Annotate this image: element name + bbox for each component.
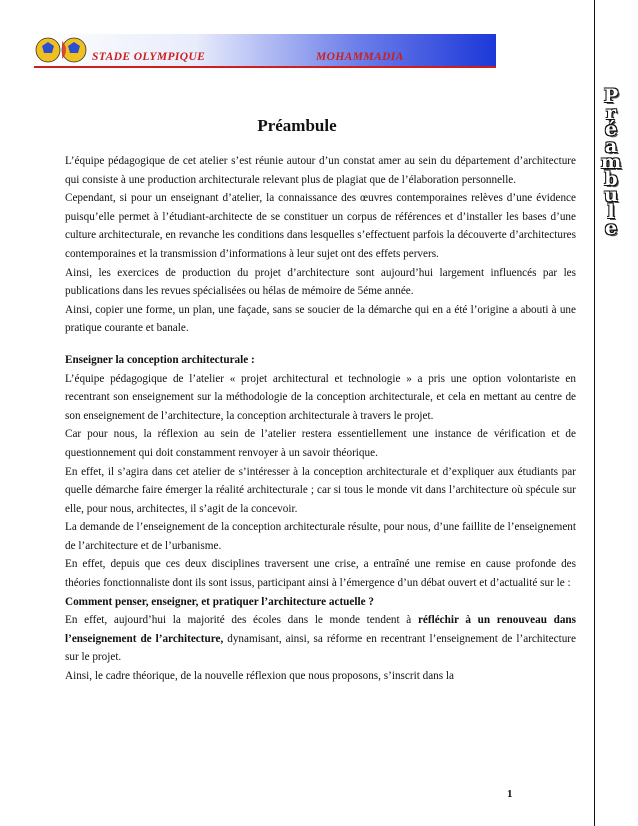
side-letter: u (604, 184, 618, 206)
soccer-balls-logo-icon (34, 36, 92, 64)
spacer (65, 338, 576, 351)
body-text (65, 152, 576, 686)
header-underline (34, 66, 496, 68)
paragraph: Cependant, si pour un enseignant d’atelier, la connaissance des œuvres contemporaines relèves d’une évidence puisqu’elle permet à l’étudiant-architecte de se constituer un corpus de références et d’installer les bases d’une culture architecturale, en revanche les conditions dans lesquelles s’effectuent parfois la découverte d’architectures contemporaines et la transmission d’informations à leur sujet ont des effets pervers. (65, 192, 576, 260)
question-heading: Comment penser, enseigner, et pratiquer l’architecture actuelle ? (65, 595, 374, 608)
header-right-text: MOHAMMADIA (316, 51, 404, 63)
paragraph-text: dynamisant, ainsi, sa réforme en recentrant l’enseignement de l’architecture sur le projet. (65, 632, 576, 664)
paragraph: L’équipe pédagogique de cet atelier s’est réunie autour d’un constat amer au sein du département d’architecture qui consiste à une production architecturale relevant plus de plagiat que de l’élaboration personnelle. (65, 155, 576, 186)
page-number: 1 (507, 788, 513, 800)
page-title: Préambule (257, 116, 337, 135)
side-letter: b (604, 167, 618, 190)
side-letter: a (604, 134, 618, 157)
side-letter: é (604, 118, 618, 140)
paragraph: Ainsi, le cadre théorique, de la nouvelle réflexion que nous proposons, s’inscrit dans la (65, 670, 454, 683)
paragraph: Ainsi, copier une forme, un plan, une façade, sans se soucier de la démarche qui en a été l’origine a abouti à une pratique courante et banale. (65, 303, 576, 335)
side-letter: m (600, 151, 622, 173)
vertical-side-title (595, 85, 627, 239)
paragraph: En effet, il s’agira dans cet atelier de s’intéresser à la conception architecturale et d’expliquer aux étudiants par quelle démarche faire émerger la réalité architecturale ; car si tous le monde vit dans l’architecture où spécule sur elle, pour nous, architectes, il s’agit de la concevoir. (65, 465, 576, 515)
header-left-text: STADE OLYMPIQUE (92, 51, 206, 63)
paragraph (65, 611, 576, 667)
paragraph: Car pour nous, la réflexion au sein de l’atelier restera essentiellement une instance de vérification et de questionnement qui doit constamment renvoyer à un savoir théorique. (65, 428, 576, 459)
paragraph: La demande de l’enseignement de la conception architecturale résulte, pour nous, d’une faillite de l’enseignement de l’architecture et de l’urbanisme. (65, 521, 576, 552)
side-letter: e (604, 217, 618, 239)
paragraph-emphasis: réfléchir à un renouveau dans l’enseignement de l’architecture, (65, 614, 576, 645)
paragraph-text: En effet, aujourd’hui la majorité des écoles dans le monde tendent à (65, 614, 418, 627)
paragraph: Ainsi, les exercices de production du projet d’architecture sont aujourd’hui largement influencés par les publications dans les revues spécialisées ou hélas de mémoire de 5éme année. (65, 266, 576, 298)
side-letter: l (607, 200, 615, 223)
paragraph: L’équipe pédagogique de l’atelier « projet architectural et technologie » a pris une option volontariste en recentrant son enseignement sur la méthodologie de la conception architecturale, et cela en mettant au centre de son enseignement de l’architecture, la conception architecturale à travers le projet. (65, 372, 576, 422)
page-header (34, 34, 496, 70)
side-letter: P (603, 85, 619, 107)
paragraph: En effet, depuis que ces deux disciplines traversent une crise, a entraîné une remise en cause profonde des théories fonctionnaliste dont ils sont issus, participant ainsi à l’émergence d’un débat ouvert et d’actualité sur le : (65, 558, 576, 590)
side-letter: r (605, 101, 616, 124)
section-heading: Enseigner la conception architecturale : (65, 353, 255, 366)
